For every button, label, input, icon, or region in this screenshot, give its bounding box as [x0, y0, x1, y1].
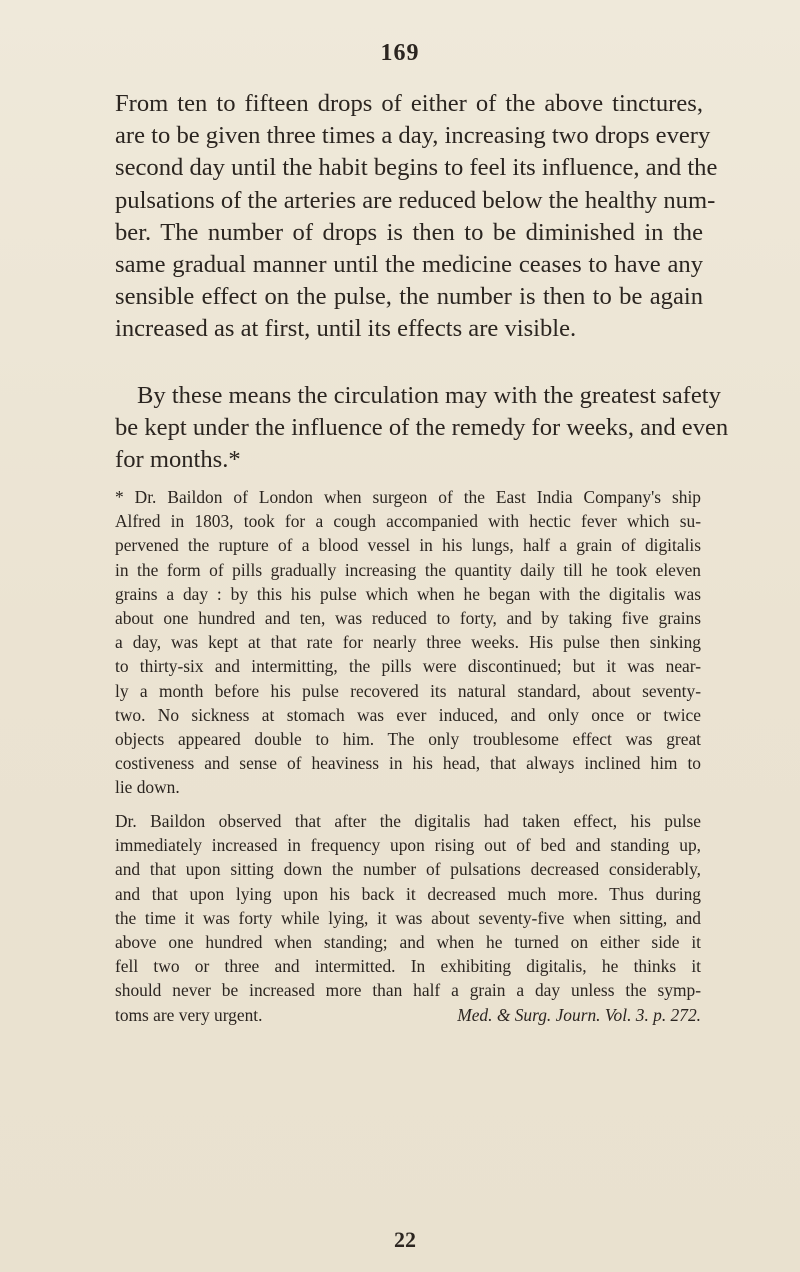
footnote-line: to thirty-six and intermitting, the pills were discontinued; but it was near-: [115, 656, 701, 677]
page-number: 169: [380, 40, 420, 66]
footnote-line: two. No sickness at stomach was ever induced, and only once or twice: [115, 704, 701, 725]
text-line: sensible effect on the pulse, the number is then to be again: [115, 283, 703, 311]
footnote-last-line: [115, 1003, 701, 1027]
text-line: pulsations of the arteries are reduced below the healthy num-: [115, 186, 716, 214]
footnote-closing-text: toms are very urgent.: [115, 1004, 263, 1025]
footnote-line: and that upon sitting down the number of pulsations decreased considerably,: [115, 859, 701, 880]
footnote-line: lie down.: [115, 777, 180, 798]
text-line: By these means the circulation may with the greatest safety: [137, 382, 721, 409]
text-line: same gradual manner until the medicine ceases to have any: [115, 251, 703, 279]
text-line: be kept under the influence of the remedy for weeks, and even: [115, 414, 729, 441]
footnote-line: a day, was kept at that rate for nearly three weeks. His pulse then sinking: [115, 632, 701, 653]
footnote-line: in the form of pills gradually increasing the quantity daily till he took eleven: [115, 559, 701, 580]
footnote-line: should never be increased more than half a grain a day unless the symp-: [115, 980, 701, 1001]
text-line: From ten to fifteen drops of either of the above tinctures,: [115, 90, 703, 117]
paragraph-2-continued: [115, 412, 729, 476]
footnote-line: Dr. Baildon observed that after the digitalis had taken effect, his pulse: [115, 811, 701, 831]
footnote-line: about one hundred and ten, was reduced to forty, and by taking five grains: [115, 608, 701, 629]
footnote-line: grains a day : by this his pulse which when he began with the digitalis was: [115, 583, 701, 604]
paragraph-2: [137, 380, 721, 412]
footnote-line: pervened the rupture of a blood vessel in his lungs, half a grain of digitalis: [115, 535, 701, 556]
citation: Med. & Surg. Journ. Vol. 3. p. 272.: [457, 1004, 701, 1025]
footnote-2: [115, 809, 701, 1027]
text-line: ber. The number of drops is then to be diminished in the: [115, 218, 703, 246]
text-line: for months.*: [115, 446, 241, 474]
footnote-line: above one hundred when standing; and when he turned on either side it: [115, 932, 701, 953]
footnote-line: immediately increased in frequency upon rising out of bed and standing up,: [115, 835, 701, 856]
text-line: increased as at first, until its effects are visible.: [115, 315, 577, 343]
footnote-line: ly a month before his pulse recovered its natural standard, about seventy-: [115, 680, 701, 701]
paragraph-1: [115, 88, 718, 346]
footnote-line: and that upon lying upon his back it decreased much more. Thus during: [115, 883, 701, 904]
signature-mark: 22: [394, 1227, 416, 1252]
footnote-line: * Dr. Baildon of London when surgeon of the East India Company's ship: [115, 487, 701, 507]
footnote-1: [115, 485, 701, 800]
footnote-line: fell two or three and intermitted. In exhibiting digitalis, he thinks it: [115, 956, 701, 977]
footnote-line: the time it was forty while lying, it was about seventy-five when sitting, and: [115, 907, 701, 928]
footnote-line: objects appeared double to him. The only troublesome effect was great: [115, 729, 701, 750]
footnote-line: Alfred in 1803, took for a cough accompanied with hectic fever which su-: [115, 511, 701, 532]
text-line: second day until the habit begins to feel its influence, and the: [115, 154, 718, 182]
footnote-line: costiveness and sense of heaviness in his head, that always inclined him to: [115, 753, 701, 774]
text-line: are to be given three times a day, increasing two drops every: [115, 122, 711, 150]
